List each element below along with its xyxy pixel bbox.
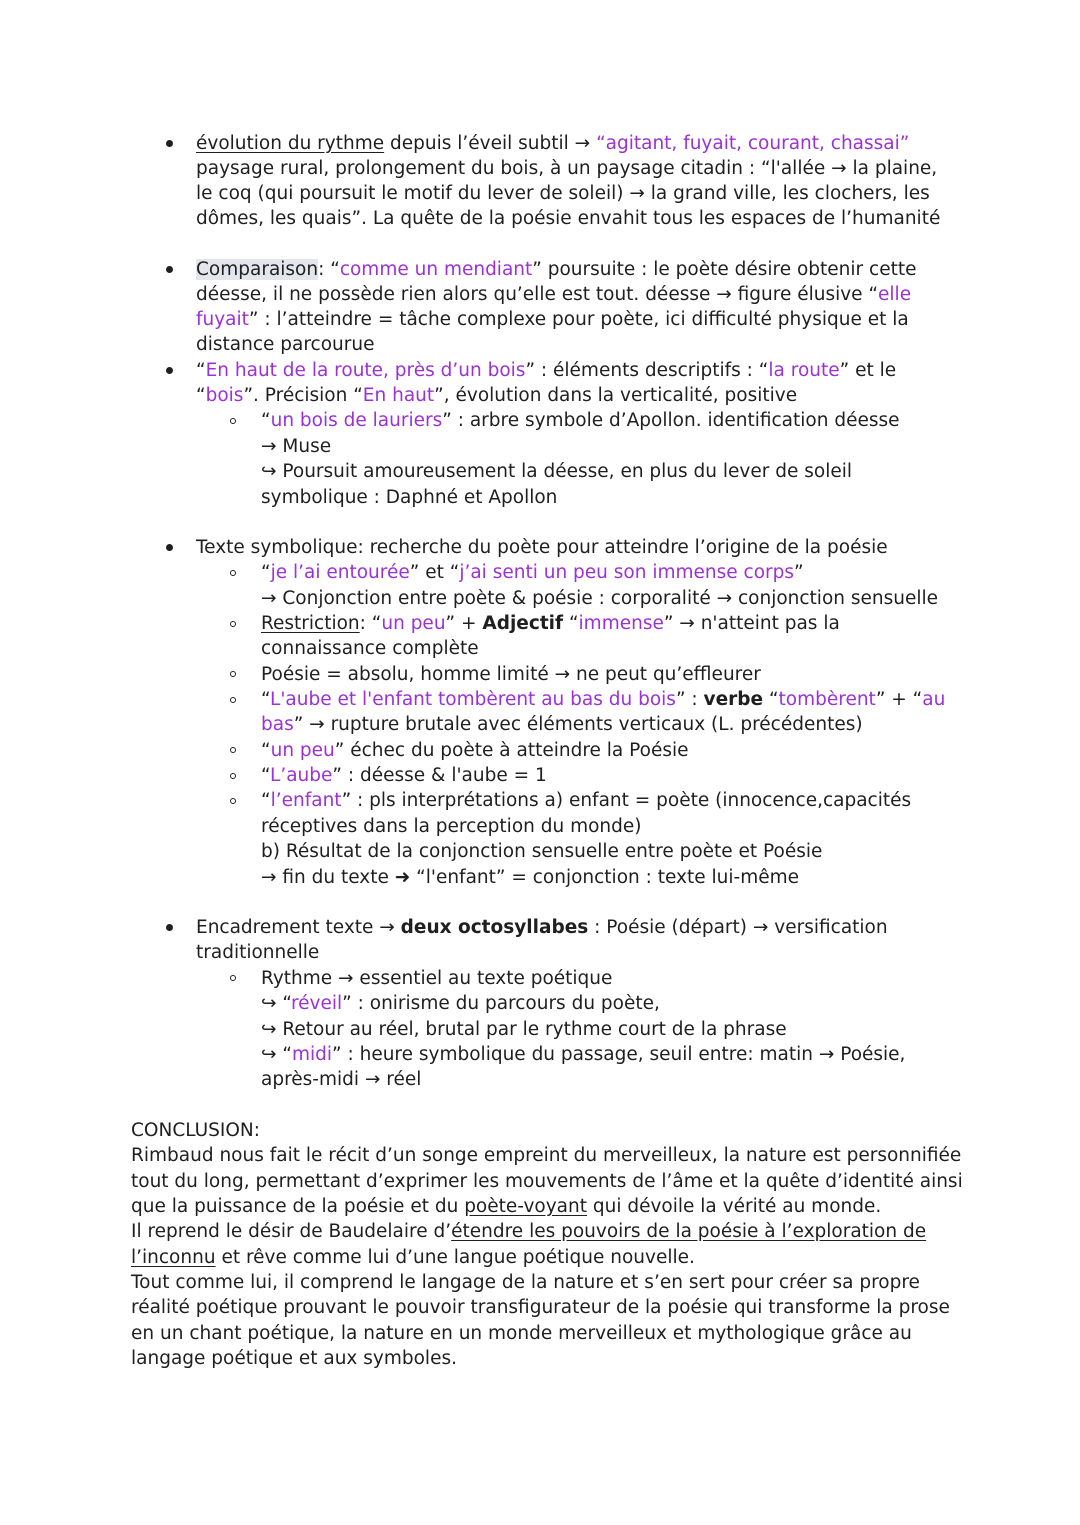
b3-sub-line-4: symbolique : Daphné et Apollon (261, 487, 558, 508)
text: “ (261, 689, 271, 710)
quote-text: l’enfant (270, 790, 342, 811)
b2-line-1 (196, 257, 916, 282)
quote-text: comme un mendiant (339, 259, 533, 280)
bold-text: verbe (703, 689, 764, 710)
b4-sub-4 (261, 687, 945, 712)
b3-sub-line-3: ↪ Poursuit amoureusement la déesse, en plus du lever de soleil (261, 461, 853, 482)
text: ” : pls interprétations a) enfant = poète (innocence,capacités (341, 790, 912, 811)
b5-line-2: traditionnelle (196, 942, 320, 963)
underlined-text: évolution du rythme (196, 133, 385, 154)
quote-text: réveil (290, 993, 343, 1014)
bullet-dot (166, 544, 173, 551)
sub-bullet-circle (230, 418, 236, 424)
text: ” : l’atteindre = tâche complexe pour poète, ici difficulté physique et la (248, 309, 909, 330)
text: ” (794, 562, 804, 583)
underlined-text: Restriction (261, 613, 360, 634)
text: “ (261, 410, 271, 431)
bold-text: deux octosyllabes (400, 917, 589, 938)
text: “ (563, 613, 579, 634)
b4-sub-2 (261, 611, 840, 636)
quote-text: L’aube (270, 765, 333, 786)
text: ↪ “ (261, 1044, 292, 1065)
text: ” et “ (409, 562, 460, 583)
b1-line-1 (196, 131, 909, 156)
sub-bullet-circle (230, 773, 236, 779)
quote-text: j’ai senti un peu son immense corps (459, 562, 795, 583)
bold-text: Adjectif (482, 613, 564, 634)
text: ” : (675, 689, 704, 710)
bullet-dot (166, 140, 173, 147)
conclusion-line-6: Tout comme lui, il comprend le langage de la nature et s’en sert pour créer sa propre (131, 1272, 920, 1293)
b5-line-1 (196, 915, 888, 940)
quote-text: un bois de lauriers (270, 410, 443, 431)
b1-line-3: le coq (qui poursuit le motif du lever de soleil) → la grand ville, les clochers, les (196, 183, 930, 204)
b4-sub-2-line-2: connaissance complète (261, 638, 479, 659)
b4-sub-7 (261, 788, 911, 813)
text: ↪ “ (261, 993, 291, 1014)
text: ” échec du poète à atteindre la Poésie (334, 740, 689, 761)
quote-text: je l’ai entourée (270, 562, 410, 583)
text: ” → n'atteint pas la (663, 613, 840, 634)
text: déesse, il ne possède rien alors qu’elle est tout. déesse → figure élusive “ (196, 284, 879, 305)
quote-text: tombèrent (778, 689, 876, 710)
b4-sub-1 (261, 560, 804, 585)
b3-line-2 (196, 383, 797, 408)
b4-sub-1-line-2: → Conjonction entre poète & poésie : corporalité → conjonction sensuelle (261, 588, 939, 609)
b1-line-4: dômes, les quais”. La quête de la poésie envahit tous les espaces de l’humanité (196, 208, 941, 229)
text: : “ (318, 259, 340, 280)
text: “ (261, 740, 271, 761)
bullet-dot (166, 367, 173, 374)
conclusion-line-1: Rimbaud nous fait le récit d’un songe empreint du merveilleux, la nature est personnifiée (131, 1145, 962, 1166)
quote-text: En haut de la route, près d’un bois (205, 360, 526, 381)
sub-bullet-circle (230, 621, 236, 627)
b1-line-2: paysage rural, prolongement du bois, à un paysage citadin : “l'allée → la plaine, (196, 158, 938, 179)
text: “ (261, 790, 271, 811)
conclusion-line-9: langage poétique et aux symboles. (131, 1348, 457, 1369)
b2-line-2 (196, 282, 911, 307)
quote-text: “agitant, fuyait, courant, chassai” (596, 133, 910, 154)
b4-sub-6 (261, 763, 547, 788)
conclusion-line-7: réalité poétique prouvant le pouvoir transfigurateur de la poésie qui transforme la prose (131, 1297, 950, 1318)
b5-sub-5: après-midi → réel (261, 1069, 422, 1090)
highlighted-text: Comparaison (196, 259, 319, 280)
b2-line-3 (196, 307, 909, 332)
b3-line-1 (196, 358, 896, 383)
quote-text: un peu (270, 740, 335, 761)
text: ”. Précision “ (243, 385, 363, 406)
text: Il reprend le désir de Baudelaire d’ (131, 1221, 452, 1242)
sub-bullet-circle (230, 570, 236, 576)
text: ” : heure symbolique du passage, seuil entre: matin → Poésie, (332, 1044, 906, 1065)
quote-text: au (922, 689, 946, 710)
b3-sub-line-2: → Muse (261, 436, 332, 457)
b4-sub-3: Poésie = absolu, homme limité → ne peut qu’effleurer (261, 664, 761, 685)
sub-bullet-circle (230, 798, 236, 804)
text: ” : déesse & l'aube = 1 (332, 765, 547, 786)
quote-text: elle (878, 284, 912, 305)
text: ” : éléments descriptifs : “ (525, 360, 769, 381)
bullet-dot (166, 266, 173, 273)
conclusion-line-3 (131, 1194, 881, 1219)
quote-text: la route (768, 360, 840, 381)
bullet-dot (166, 924, 173, 931)
text: ”, évolution dans la verticalité, positive (434, 385, 798, 406)
sub-bullet-circle (230, 671, 236, 677)
conclusion-line-2: tout du long, permettant d’exprimer les mouvements de l’âme et la quête d’identité ainsi (131, 1171, 963, 1192)
conclusion-title: CONCLUSION: (131, 1120, 260, 1141)
text: ” poursuite : le poète désire obtenir cette (532, 259, 917, 280)
text: “ (763, 689, 779, 710)
b4-sub-4-line-2 (261, 712, 863, 737)
text: “ (196, 385, 206, 406)
sub-bullet-circle (230, 747, 236, 753)
quote-text: un peu (381, 613, 446, 634)
quote-text: immense (578, 613, 664, 634)
text: “ (261, 562, 271, 583)
b4-line-1: Texte symbolique: recherche du poète pour atteindre l’origine de la poésie (196, 537, 888, 558)
b5-sub-1: Rythme → essentiel au texte poétique (261, 968, 613, 989)
quote-text: bas (261, 714, 294, 735)
text: “ (261, 765, 271, 786)
text: que la puissance de la poésie et du (131, 1196, 465, 1217)
quote-text: fuyait (196, 309, 249, 330)
b5-sub-3: ↪ Retour au réel, brutal par le rythme court de la phrase (261, 1019, 787, 1040)
quote-text: L'aube et l'enfant tombèrent au bas du bois (270, 689, 676, 710)
conclusion-line-5 (131, 1245, 695, 1270)
quote-text: bois (205, 385, 244, 406)
text: depuis l’éveil subtil → (384, 133, 597, 154)
text: ” et le (839, 360, 897, 381)
b5-sub-4 (261, 1042, 905, 1067)
text: : Poésie (départ) → versification (588, 917, 888, 938)
underlined-text: étendre les pouvoirs de la poésie à l’exploration de (451, 1221, 927, 1242)
text: : “ (359, 613, 382, 634)
text: ” + “ (875, 689, 923, 710)
text: ” : onirisme du parcours du poète, (342, 993, 660, 1014)
text: ” + (445, 613, 483, 634)
quote-text: En haut (362, 385, 435, 406)
b4-sub-7-line-3: b) Résultat de la conjonction sensuelle entre poète et Poésie (261, 841, 823, 862)
b4-sub-7-line-4: → fin du texte ➜ “l'enfant” = conjonction : texte lui-même (261, 867, 799, 888)
text: Encadrement texte → (196, 917, 401, 938)
text: ” → rupture brutale avec éléments verticaux (L. précédentes) (293, 714, 863, 735)
b5-sub-2 (261, 991, 660, 1016)
text: et rêve comme lui d’une langue poétique nouvelle. (215, 1247, 695, 1268)
quote-text: midi (291, 1044, 333, 1065)
b3-sub-line-1 (261, 408, 900, 433)
b4-sub-7-line-2: réceptives dans la perception du monde) (261, 816, 642, 837)
conclusion-line-4 (131, 1219, 926, 1244)
text: “ (196, 360, 206, 381)
text: qui dévoile la vérité au monde. (586, 1196, 882, 1217)
b4-sub-5 (261, 738, 689, 763)
conclusion-line-8: en un chant poétique, la nature en un monde merveilleux et mythologique grâce au (131, 1323, 912, 1344)
underlined-text: poète-voyant (464, 1196, 587, 1217)
b2-line-4: distance parcourue (196, 334, 375, 355)
sub-bullet-circle (230, 975, 236, 981)
underlined-text: l’inconnu (131, 1247, 216, 1268)
text: ” : arbre symbole d’Apollon. identification déesse (442, 410, 900, 431)
sub-bullet-circle (230, 697, 236, 703)
